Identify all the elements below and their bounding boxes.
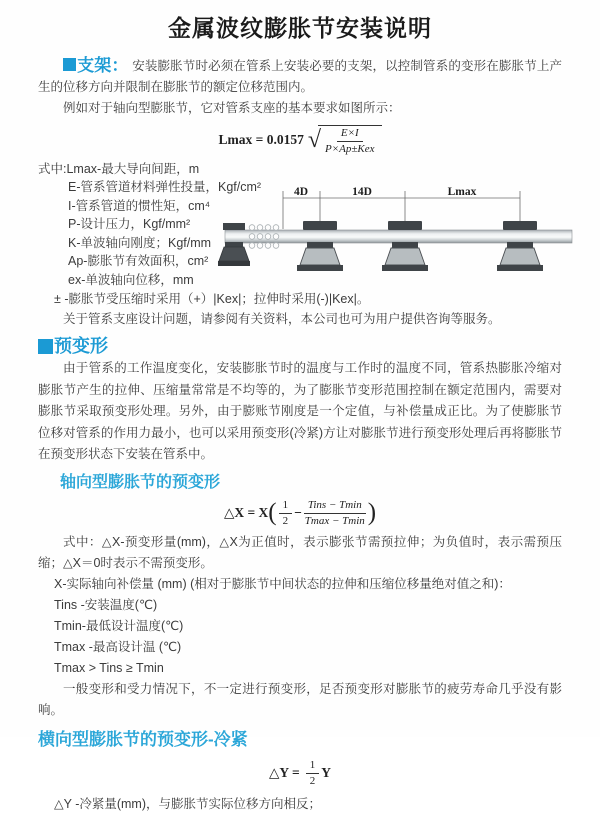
delta-y-denominator: 2 [309, 774, 316, 787]
predeform-section-heading [38, 334, 562, 358]
half-numerator: 1 [279, 499, 293, 514]
var-def: I-管系管道的惯性矩，cm⁴ [68, 198, 211, 213]
lateral-predeform-heading: 横向型膨胀节的预变形-冷紧 [38, 729, 248, 749]
var-def: E-管系管道材料弹性投量，Kgf/cm² [68, 180, 262, 195]
guide-support-1 [297, 221, 343, 271]
variables-and-diagram [38, 160, 562, 290]
half-denominator: 2 [282, 514, 289, 527]
temp-frac-numerator: Tins − Tmin [304, 499, 366, 514]
close-paren: ) [367, 499, 377, 526]
temp-def-line: Tmin-最低设计温度(℃) [54, 618, 184, 633]
minus-sign: − [294, 505, 302, 520]
delta-y-explanation: △Y -冷紧量(mm)，与膨胀节实际位移方向相反； [54, 796, 322, 811]
lmax-formula-numerator: E×I [337, 127, 363, 142]
temp-frac-denominator: Tmax − Tmin [304, 514, 365, 527]
section-predeform [38, 334, 562, 815]
axial-predeform-heading: 轴向型膨胀节的预变形 [60, 473, 221, 491]
radical-sign: √ [307, 127, 321, 153]
dim-label-lmax: Lmax [447, 185, 477, 198]
lmax-formula-denominator: P×Ap±Kex [325, 142, 375, 155]
var-def: K-单波轴向刚度；Kgf/mm [68, 235, 212, 250]
consult-note: 关于管系支座设计问题，请参阅有关资料，本公司也可为用户提供咨询等服务。 [63, 312, 501, 327]
page-title: 金属波纹膨胀节安装说明 [168, 15, 432, 41]
section-bullet-icon [63, 58, 76, 71]
delta-x-lhs: △X = X [223, 505, 269, 520]
support-spacing-diagram [225, 186, 580, 278]
var-def: P-设计压力，Kgf/mm² [68, 217, 191, 232]
var-def: Ap-膨胀节有效面积，cm² [68, 254, 209, 269]
section-bullet-icon [38, 339, 53, 354]
predeform-fatigue-note: 一般变形和受力情况下，不一定进行预变形，足否预变形对膨胀节的疲劳寿命几乎没有影响。 [38, 681, 562, 717]
predeform-heading-text: 预变形 [54, 336, 108, 357]
delta-y-numerator: 1 [306, 759, 320, 774]
delta-y-lhs: △Y = [269, 765, 300, 780]
predeform-paragraph: 由于管系的工作温度变化，安装膨胀节时的温度与工作时的温度不同，管系热膨胀冷缩对膨胀节产生的拉伸、压缩量常常是不均等的，为了膨胀节变形范围控制在额定范围内，需要对膨胀节采取预变形处理。另外，由于膨账节刚度是一个定值，与补偿量成正比。为了使膨胀节位移对管系的作用力最小，也可以采用预变形(冷紧)方让对膨胀节进行预变形处理后再将膨胀节在预变形状态下安装在管系中。 [38, 361, 562, 462]
var-def: ex-单波轴向位移，mm [68, 272, 194, 287]
var-def: 式中:Lmax-最大导向间距，m [38, 161, 200, 176]
delta-x-explanation: 式中：△X-预变形量(mm)，△X为正值时，表示膨张节需预拉伸；为负值时，表示需预压缩；△X＝0时表示不需预变形。 [38, 534, 562, 570]
delta-y-formula [38, 759, 562, 788]
x-definition-line: X-实际轴向补偿量 (mm) (相对于膨胀节中间状态的拉伸和压缩位移量绝对值之和)： [54, 576, 511, 591]
lmax-formula-lhs: Lmax = 0.0157 [218, 132, 304, 147]
dim-label-14d: 14D [352, 185, 372, 198]
guide-support-2 [382, 221, 428, 271]
support-intro-paragraph [38, 55, 562, 98]
temp-def-line: Tmax -最高设计温 (℃) [54, 639, 182, 654]
support-section-heading: 支架： [77, 56, 129, 75]
lmax-formula [38, 124, 562, 156]
delta-x-formula [38, 499, 562, 528]
delta-y-rhs: Y [321, 765, 331, 780]
section-support [38, 55, 562, 330]
temp-def-line: Tmax > Tins ≥ Tmin [54, 660, 164, 675]
support-example-line: 例如对于轴向型膨胀节，它对管系支座的基本要求如图所示： [63, 101, 401, 115]
open-paren: ( [268, 499, 277, 526]
guide-support-3 [497, 221, 543, 271]
plus-minus-note: ± -膨胀节受压缩时采用（+）|Kex|；拉伸时采用(-)|Kex|。 [54, 292, 370, 307]
support-intro-text: 安装膨胀节时必须在管系上安装必要的支架，以控制管系的变形在膨胀节上产生的位移方向并限制在膨胀节的额定位移范围内。 [38, 59, 562, 94]
temp-def-line: Tins -安装温度(℃) [54, 597, 158, 612]
dim-label-4d: 4D [293, 185, 309, 198]
